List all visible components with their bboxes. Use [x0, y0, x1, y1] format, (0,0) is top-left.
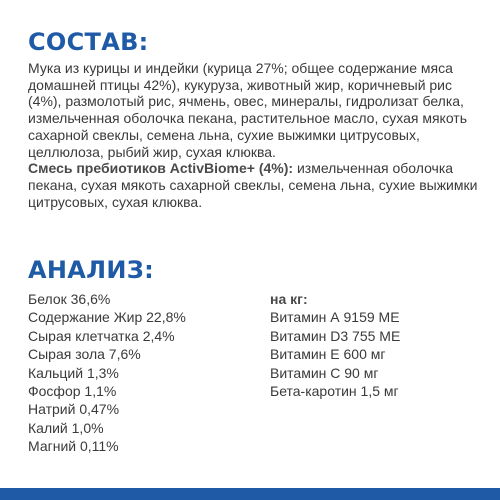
per-kg-title: на кг:: [270, 291, 308, 307]
nutrient-item: Калий 1,0%: [28, 419, 104, 436]
nutrient-item: Натрий 0,47%: [28, 401, 120, 418]
bottom-accent-bar: [0, 488, 500, 500]
analysis-vitamins-list: [270, 290, 480, 400]
vitamin-item: Витамин D3 755 МЕ: [270, 327, 401, 344]
nutrient-item: Сырая зола 7,6%: [28, 346, 141, 363]
vitamin-item: Витамин А 9159 МЕ: [270, 309, 400, 326]
nutrient-item: Содержание Жир 22,8%: [28, 309, 186, 326]
nutrient-item: Белок 36,6%: [28, 291, 111, 307]
nutrient-item: Магний 0,11%: [28, 438, 119, 455]
nutrient-item: Фосфор 1,1%: [28, 383, 117, 400]
analysis-heading: АНАЛИЗ:: [28, 256, 155, 284]
prebiotic-label: Смесь пребиотиков ActivBiome+ (4%):: [28, 160, 294, 177]
prebiotic-text: измельченная оболочка пекана, сухая мякоть сахарной свеклы, семена льна, сухие выжимки цитрусовых, сухая клюква.: [28, 160, 478, 210]
composition-text: [28, 60, 480, 210]
vitamin-item: Бета-каротин 1,5 мг: [270, 383, 399, 400]
analysis-nutrients-list: [28, 290, 258, 456]
vitamin-item: Витамин С 90 мг: [270, 364, 379, 381]
ingredients-text: Мука из курицы и индейки (курица 27%; общее содержание мяса домашней птицы 42%), кукуруза, животный жир, коричневый рис (4%), размолотый рис, ячмень, овес, минералы, гидролизат белка, измельченная оболочка пекана, растительное масло, сухая мякоть сахарной свеклы, семена льна, сухие выжимки цитрусовых, целлюлоза, рыбий жир, сухая клюква.: [28, 60, 467, 160]
vitamin-item: Витамин Е 600 мг: [270, 346, 386, 363]
nutrient-item: Сырая клетчатка 2,4%: [28, 327, 175, 344]
composition-heading: СОСТАВ:: [28, 28, 149, 56]
nutrient-item: Кальций 1,3%: [28, 364, 119, 381]
